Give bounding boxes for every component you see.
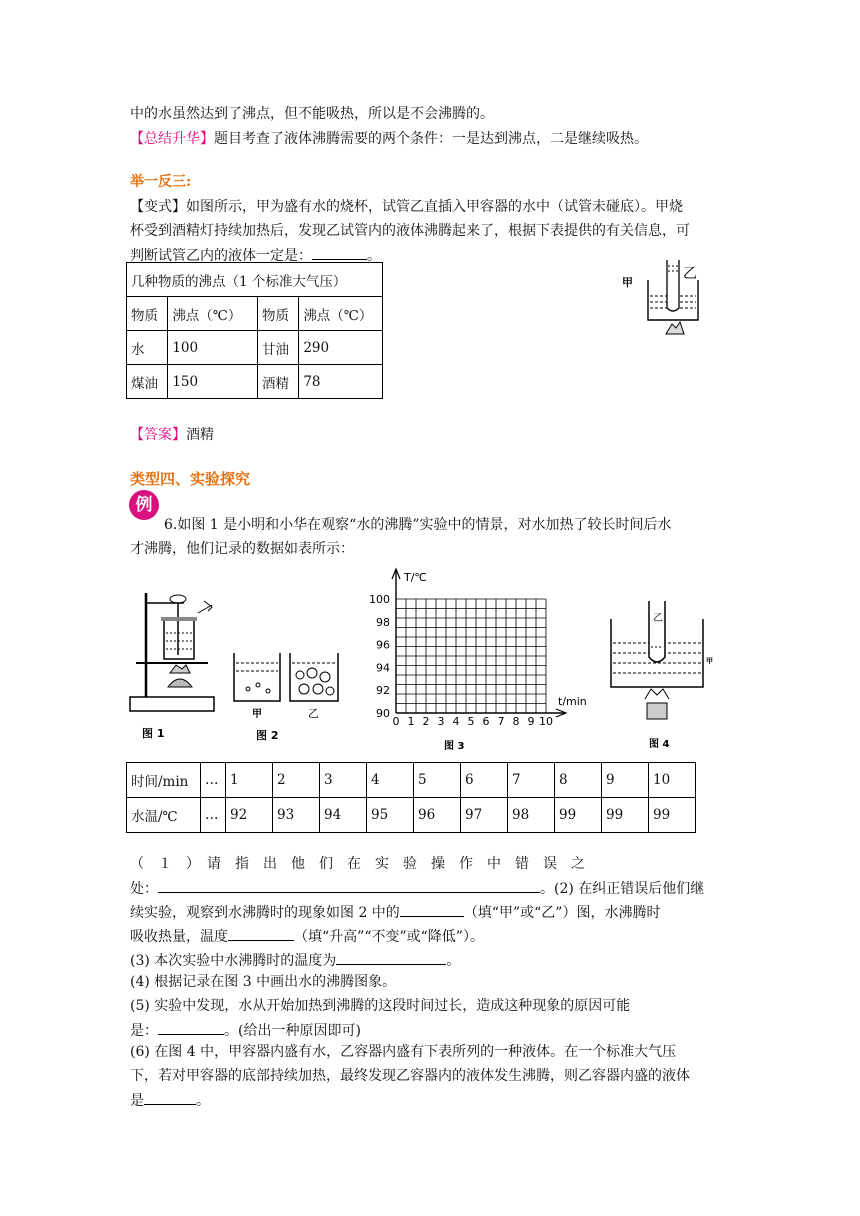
question-6b-line-3 [130, 1090, 210, 1111]
question-6-line-2: 才沸腾，他们记录的数据如表所示： [130, 541, 354, 557]
x-tick-label: 1 [407, 715, 415, 728]
question-5-suffix: 。(给出一种原因即可) [224, 1023, 361, 1039]
figure-2-jia-label: 甲 [252, 709, 262, 720]
table-cell: 8 [555, 763, 602, 798]
figure-4-yi-label: 乙 [653, 613, 663, 624]
table-header: 物质 [127, 297, 168, 331]
beaker-figure [620, 250, 710, 342]
table-cell: 94 [320, 798, 367, 833]
table-cell: 93 [273, 798, 320, 833]
question-1-line-2 [130, 878, 704, 899]
figure-2-label: 图 2 [256, 729, 279, 742]
table-cell: 99 [555, 798, 602, 833]
table-cell: … [201, 798, 226, 833]
question-2-prefix: 续实验，观察到水沸腾时的现象如图 2 中的 [130, 905, 400, 921]
table-title: 几种物质的沸点（1 个标准大气压） [127, 263, 383, 297]
variant-text-3: 判断试管乙内的液体一定是： [130, 248, 312, 264]
question-3-suffix: 。 [446, 953, 461, 969]
variant-line-2: 杯受到酒精灯持续加热后，发现乙试管内的液体沸腾起来了，根据下表提供的有关信息，可 [130, 223, 690, 239]
answer-blank[interactable] [336, 950, 446, 965]
question-1-prefix: 处： [130, 881, 158, 897]
answer-blank[interactable] [400, 902, 464, 917]
variant-text-1: 如图所示，甲为盛有水的烧杯，试管乙直插入甲容器的水中（试管未碰底）。甲烧 [186, 199, 683, 215]
y-tick-label: 96 [376, 638, 390, 652]
boiling-point-table [126, 262, 383, 399]
question-2-line-2 [130, 926, 484, 947]
question-5-prefix: 是： [130, 1023, 158, 1039]
question-2-suffix: （填“甲”或“乙”）图，水沸腾时 [463, 905, 661, 921]
answer-value: 酒精 [186, 427, 214, 443]
x-tick-label: 8 [512, 715, 520, 728]
question-3 [130, 950, 460, 971]
table-cell: 99 [649, 798, 696, 833]
data-table [126, 762, 696, 833]
variant-tag: 【变式】 [130, 199, 186, 215]
summary-line [130, 129, 648, 149]
table-cell: 99 [602, 798, 649, 833]
figure-2-yi-label: 乙 [308, 707, 319, 720]
table-cell: 5 [414, 763, 461, 798]
y-tick-label: 92 [376, 684, 390, 698]
graph-grid [396, 599, 546, 713]
table-cell: 98 [508, 798, 555, 833]
table-header: 时间/min [127, 763, 201, 798]
table-cell: 2 [273, 763, 320, 798]
question-2b-suffix: （填“升高”“不变”或“降低”）。 [294, 929, 484, 945]
question-4: (4) 根据记录在图 3 中画出水的沸腾图象。 [130, 974, 397, 990]
graph-x-label: t/min [558, 695, 587, 708]
table-header: 水温/℃ [127, 798, 201, 833]
variant-line-1 [130, 197, 683, 217]
x-tick-label: 3 [437, 715, 445, 728]
x-tick-label: 6 [482, 715, 490, 728]
y-tick-label: 98 [376, 615, 390, 629]
table-cell: 97 [461, 798, 508, 833]
figure-4-jia-label: 甲 [706, 657, 713, 665]
table-cell: 78 [299, 365, 383, 399]
summary-body: 题目考查了液体沸腾需要的两个条件：一是达到沸点，二是继续吸热。 [214, 131, 648, 147]
variant-text-3-end: 。 [367, 248, 381, 264]
answer-blank[interactable] [312, 245, 367, 260]
table-cell: 10 [649, 763, 696, 798]
figure-1-label: 图 1 [142, 727, 165, 740]
table-cell: 95 [367, 798, 414, 833]
summary-tag: 【总结升华】 [130, 131, 214, 147]
x-tick-label: 5 [467, 715, 475, 728]
extend-title: 举一反三: [130, 174, 192, 190]
x-tick-label: 2 [422, 715, 430, 728]
question-6b-line-1: (6) 在图 4 中，甲容器内盛有水，乙容器内盛有下表所列的一种液体。在一个标准大气压 [130, 1044, 677, 1060]
x-tick-label: 0 [392, 715, 400, 728]
x-tick-label: 9 [527, 715, 535, 728]
question-6-line-1: 6.如图 1 是小明和小华在观察“水的沸腾”实验中的情景，对水加热了较长时间后水 [164, 517, 672, 533]
table-cell: 9 [602, 763, 649, 798]
figure-2-beakers [228, 645, 353, 745]
section-title: 类型四、实验探究 [130, 470, 251, 488]
figure-3-label: 图 3 [444, 741, 465, 752]
x-tick-label: 4 [452, 715, 460, 728]
table-cell: … [201, 763, 226, 798]
table-cell: 水 [127, 331, 168, 365]
x-tick-label: 10 [539, 715, 553, 728]
table-cell: 100 [168, 331, 258, 365]
table-cell: 290 [299, 331, 383, 365]
question-1-suffix: 。(2) 在纠正错误后他们继 [540, 881, 705, 897]
table-cell: 96 [414, 798, 461, 833]
paragraph-text: 中的水虽然达到了沸点，但不能吸热，所以是不会沸腾的。 [130, 106, 494, 122]
table-cell: 酒精 [258, 365, 299, 399]
table-cell: 煤油 [127, 365, 168, 399]
x-tick-label: 7 [497, 715, 505, 728]
table-cell: 3 [320, 763, 367, 798]
question-6b-line-2: 下，若对甲容器的底部持续加热，最终发现乙容器内的液体发生沸腾，则乙容器内盛的液体 [130, 1068, 690, 1084]
example-icon: 例 [129, 490, 159, 520]
y-tick-label: 90 [376, 707, 390, 720]
table-header: 沸点（℃） [299, 297, 383, 331]
table-header: 物质 [258, 297, 299, 331]
figure-label-jia: 甲 [622, 276, 633, 289]
figure-4-label: 图 4 [649, 739, 670, 750]
question-6b-suffix: 。 [196, 1093, 210, 1109]
question-6b-prefix: 是 [130, 1093, 144, 1109]
answer-blank[interactable] [158, 878, 540, 893]
answer-blank[interactable] [144, 1090, 196, 1105]
answer-blank[interactable] [158, 1020, 224, 1035]
table-cell: 甘油 [258, 331, 299, 365]
answer-blank[interactable] [228, 926, 294, 941]
question-2b-prefix: 吸收热量，温度 [130, 929, 228, 945]
question-2-line-1 [130, 902, 660, 923]
y-tick-label: 100 [369, 593, 390, 606]
table-cell: 4 [367, 763, 414, 798]
figure-1-apparatus [128, 585, 218, 745]
table-header: 沸点（℃） [168, 297, 258, 331]
question-5-line-1: (5) 实验中发现，水从开始加热到沸腾的这段时间过长，造成这种现象的原因可能 [130, 998, 631, 1014]
table-cell: 7 [508, 763, 555, 798]
table-cell: 6 [461, 763, 508, 798]
table-cell: 150 [168, 365, 258, 399]
figure-4-apparatus [605, 595, 715, 755]
question-3-prefix: (3) 本次实验中水沸腾时的温度为 [130, 953, 337, 969]
graph-y-label: T/℃ [404, 571, 427, 584]
answer-tag: 【答案】 [130, 427, 186, 443]
answer-line [130, 425, 214, 445]
question-5-line-2 [130, 1020, 361, 1041]
figure-label-yi: 乙 [683, 266, 697, 282]
table-cell: 1 [226, 763, 273, 798]
y-tick-label: 94 [376, 661, 390, 675]
figure-3-graph [360, 565, 600, 755]
table-cell: 92 [226, 798, 273, 833]
question-1-line-1: （ １ ） 请 指 出 他 们 在 实 验 操 作 中 错 误 之 [130, 856, 585, 872]
